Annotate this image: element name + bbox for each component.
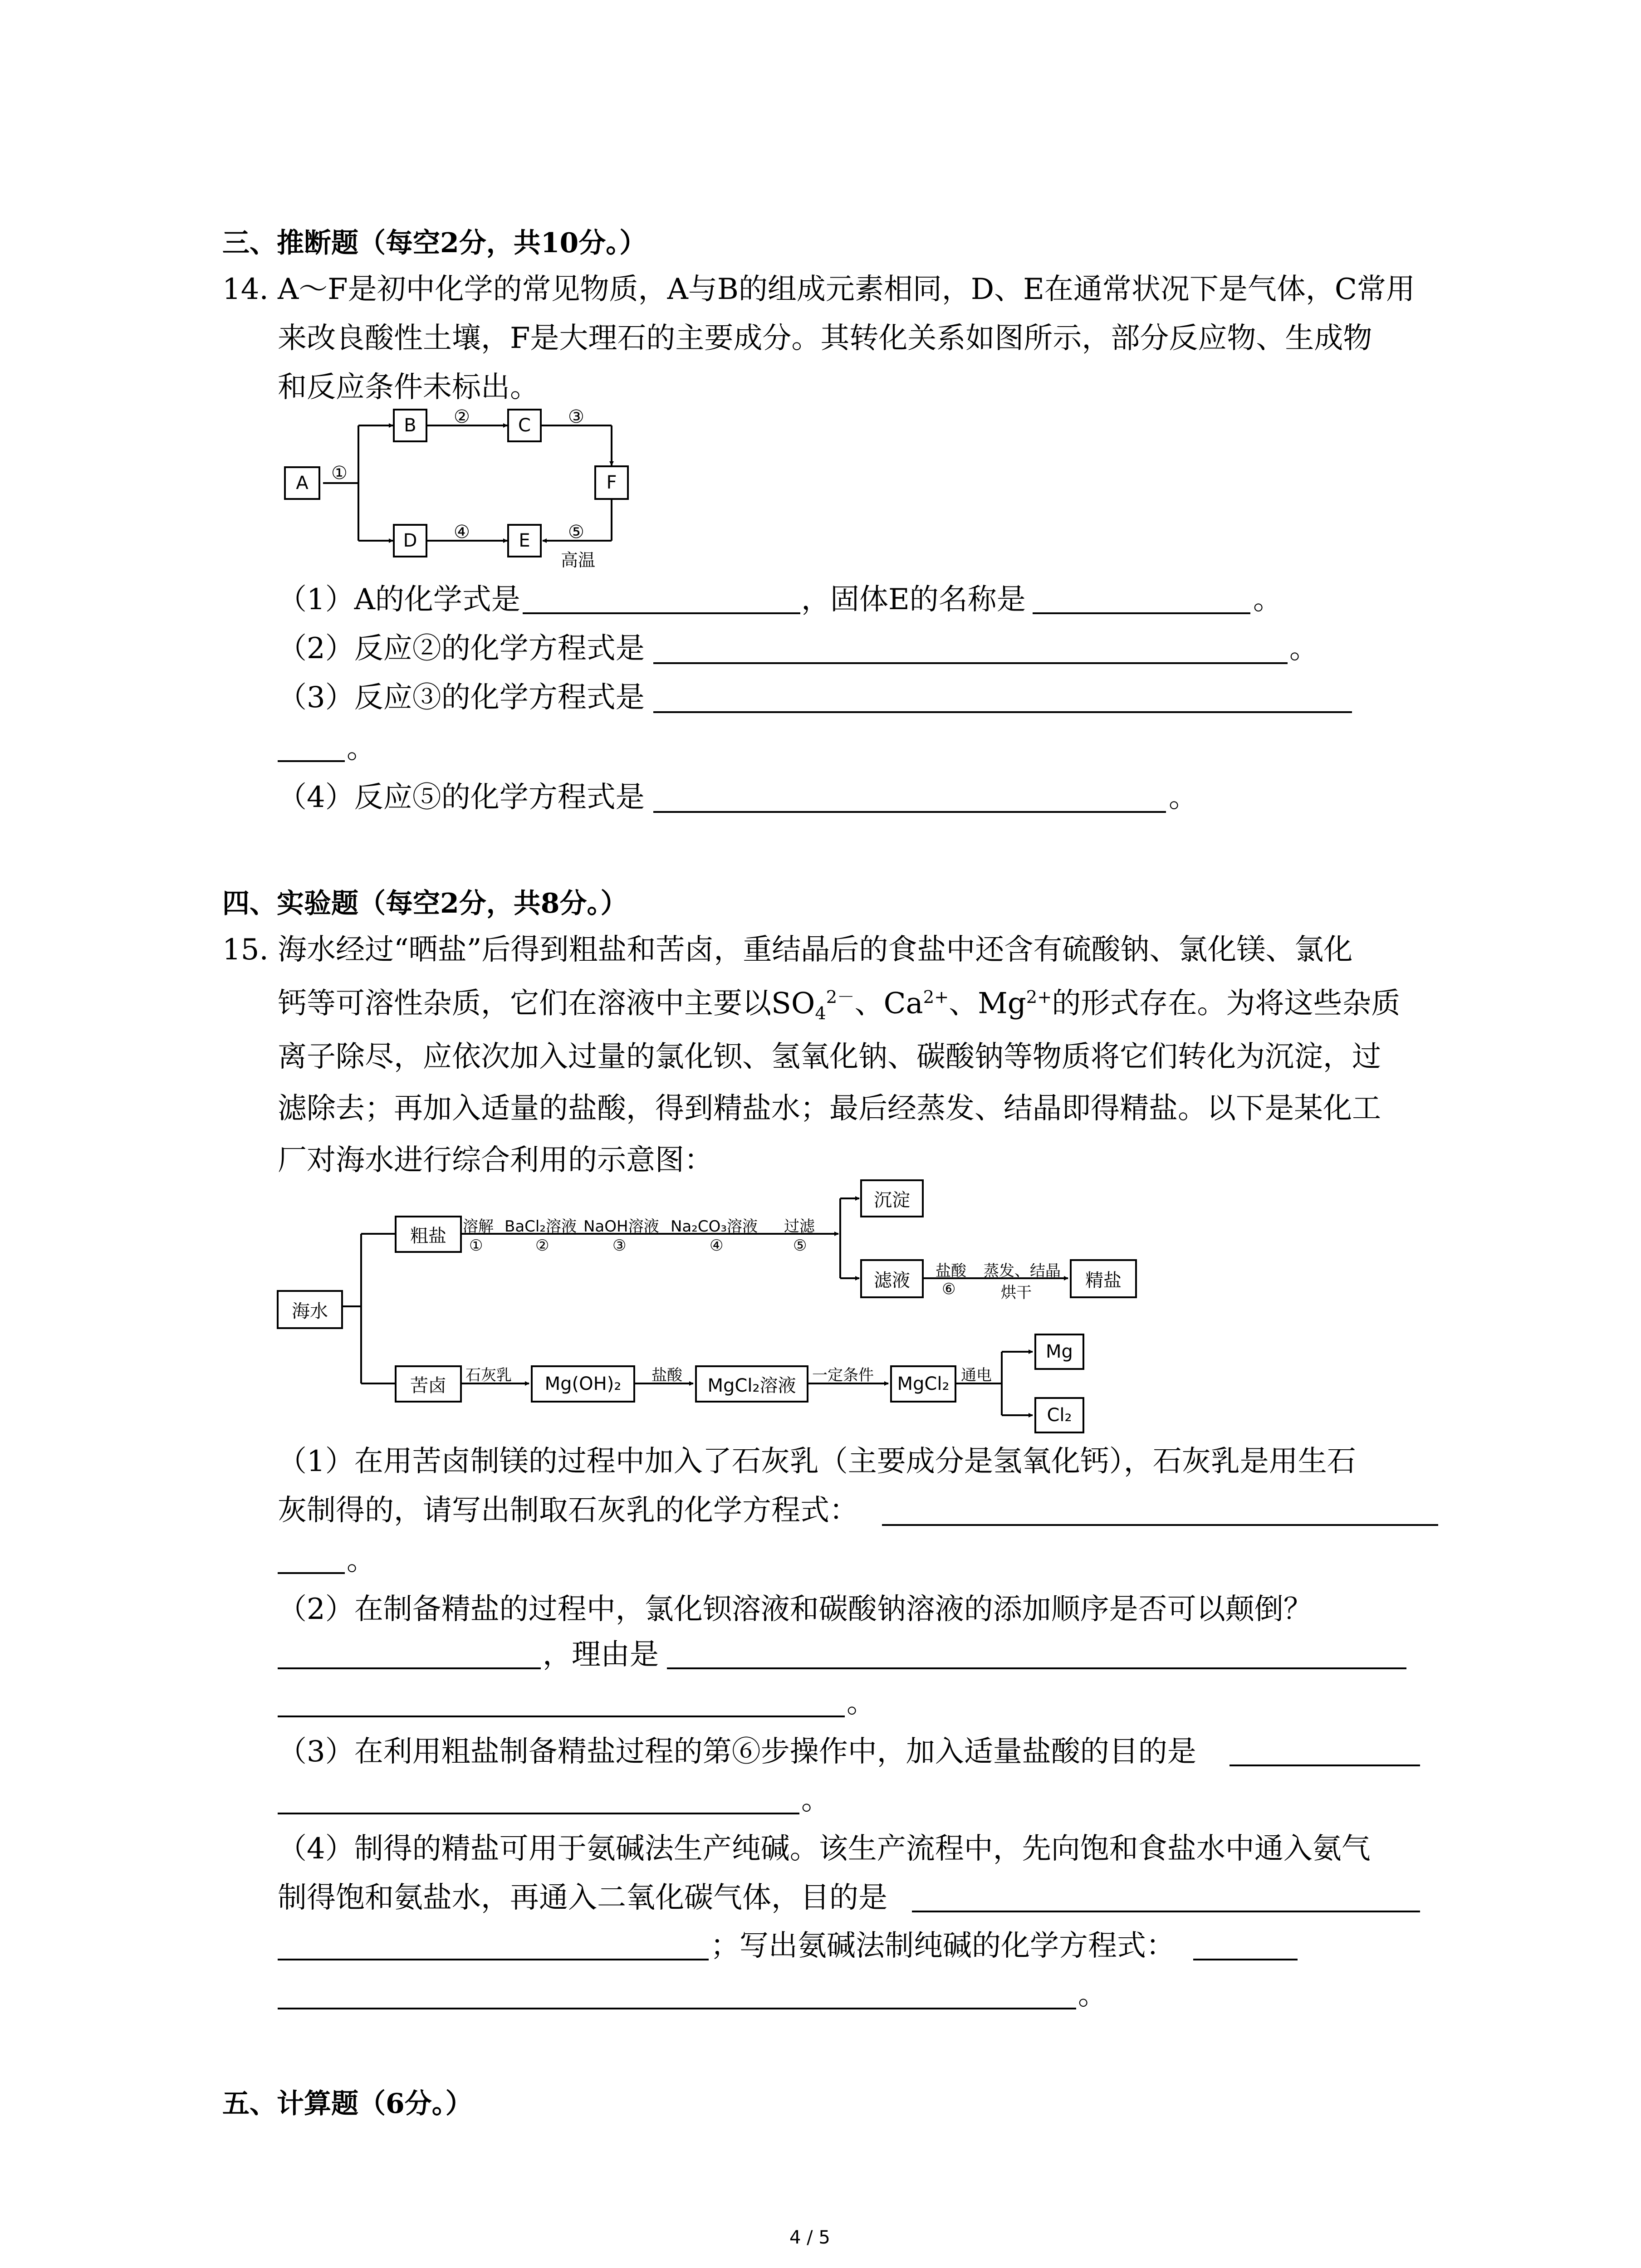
reaction-1-label: ① [331,463,348,484]
q15-part1-blank-a[interactable] [882,1524,1438,1526]
node-d: D [393,524,427,557]
q15-part1-end: 。 [347,1544,376,1577]
q15-part1-line-1: （1）在用苦卤制镁的过程中加入了石灰乳（主要成分是氢氧化钙），石灰乳是用生石 [278,1445,1356,1478]
flow-cl2: Cl₂ [1034,1397,1084,1433]
q14-part1-blank-a[interactable] [523,612,800,614]
flow-bittern: 苦卤 [395,1365,462,1403]
node-e: E [507,524,542,557]
q15-part1-blank-b[interactable] [278,1572,345,1574]
q15-part4-line-3: ；写出氨碱法制纯碱的化学方程式： [710,1929,1175,1963]
q15-part3-label: （3）在利用粗盐制备精盐过程的第⑥步操作中，加入适量盐酸的目的是 [278,1735,1196,1769]
flow-mg: Mg [1034,1334,1084,1370]
q14-part4-end: 。 [1169,781,1198,814]
q15-part3-blank-b[interactable] [278,1813,799,1814]
reaction-5-condition: 高温 [561,550,596,570]
q15-line-5: 厂对海水进行综合利用的示意图： [278,1144,713,1177]
q15-line-4: 滤除去；再加入适量的盐酸，得到精盐水；最后经蒸发、结晶即得精盐。以下是某化工 [278,1092,1381,1125]
q14-part4-blank[interactable] [653,811,1166,813]
flow-step6-num: ⑥ [942,1280,956,1298]
node-f: F [594,465,629,500]
node-c: C [507,409,542,442]
reaction-3-label: ③ [568,406,584,427]
flow-mg-oh2: Mg(OH)₂ [531,1365,635,1403]
flow-step6: 盐酸 [936,1262,966,1280]
flow-electrolysis: 通电 [961,1366,992,1384]
flow-step5-num: ⑤ [793,1237,807,1255]
reaction-2-label: ② [454,406,470,427]
section-3-title: 三、推断题（每空2分，共10分。） [222,227,647,259]
flow-step7: 蒸发、结晶 [984,1262,1061,1280]
flow-step1: 溶解 [463,1217,494,1236]
q15-number: 15. [222,933,269,967]
q15-line-1: 海水经过“晒盐”后得到粗盐和苦卤，重结晶后的食盐中还含有硫酸钠、氯化镁、氯化 [278,933,1353,967]
q15-part2-question: （2）在制备精盐的过程中，氯化钡溶液和碳酸钠溶液的添加顺序是否可以颠倒？ [278,1593,1313,1626]
flow-hcl: 盐酸 [652,1366,682,1384]
flow-step4-num: ④ [710,1237,724,1255]
q14-part3-blank-a[interactable] [653,711,1352,713]
q14-part3-end: 。 [347,732,376,765]
q14-line-1: A～F是初中化学的常见物质，A与B的组成元素相同，D、E在通常状况下是气体，C常用 [278,273,1415,306]
q15-part2-blank-b[interactable] [667,1667,1406,1669]
section-4-title: 四、实验题（每空2分，共8分。） [222,888,628,919]
flow-filtrate: 滤液 [860,1259,924,1298]
flow-step4: Na₂CO₃溶液 [671,1217,758,1236]
flow-step3-num: ③ [612,1237,627,1255]
flow-step1-num: ① [469,1237,483,1255]
q14-line-2: 来改良酸性土壤，F是大理石的主要成分。其转化关系如图所示，部分反应物、生成物 [278,322,1372,355]
q15-part4-blank-a[interactable] [912,1911,1420,1912]
q14-part1-mid: ，固体E的名称是 [801,583,1026,616]
q14-part1-label: （1）A的化学式是 [278,583,520,616]
flow-fine-salt: 精盐 [1070,1259,1137,1298]
reaction-5-label: ⑤ [568,522,584,543]
flow-precipitate: 沉淀 [860,1179,924,1217]
q14-number: 14. [222,273,269,306]
node-b: B [393,409,427,442]
flow-condition: 一定条件 [812,1366,874,1384]
flow-crude-salt: 粗盐 [395,1216,462,1253]
q15-part2-end: 。 [847,1686,876,1720]
q14-part4-label: （4）反应⑤的化学方程式是 [278,781,645,814]
q15-part2-blank-c[interactable] [278,1716,845,1717]
flow-step5: 过滤 [784,1217,815,1236]
node-a: A [284,466,320,500]
q15-part4-line-1: （4）制得的精盐可用于氨碱法生产纯碱。该生产流程中，先向饱和食盐水中通入氨气 [278,1832,1371,1866]
q14-line-3: 和反应条件未标出。 [278,371,539,404]
section-5-title: 五、计算题（6分。） [222,2088,473,2120]
q15-part4-blank-b[interactable] [278,1959,709,1960]
q14-part1-blank-b[interactable] [1033,612,1250,614]
page-number: 4 / 5 [789,2227,830,2248]
q14-part2-blank[interactable] [653,662,1288,664]
q15-part3-end: 。 [801,1783,830,1817]
flow-mgcl2: MgCl₂ [890,1365,956,1403]
q15-part1-line-2: 灰制得的，请写出制取石灰乳的化学方程式： [278,1494,858,1527]
q14-part2-label: （2）反应②的化学方程式是 [278,632,645,665]
reaction-4-label: ④ [454,522,470,543]
flow-step2-num: ② [535,1237,549,1255]
q14-part3-label: （3）反应③的化学方程式是 [278,681,645,714]
q14-part1-end: 。 [1253,583,1282,616]
q15-part4-blank-c[interactable] [1193,1959,1298,1960]
flow-seawater: 海水 [277,1290,343,1329]
flow-step7-dry: 烘干 [1001,1284,1032,1302]
q15-part4-line-2: 制得饱和氨盐水，再通入二氧化碳气体，目的是 [278,1881,887,1915]
q14-part2-end: 。 [1289,632,1318,665]
q15-part2-reason-label: ，理由是 [543,1638,659,1672]
q15-part3-blank-a[interactable] [1230,1765,1420,1766]
q15-part4-blank-d[interactable] [278,2008,1076,2009]
flow-step3: NaOH溶液 [583,1217,659,1236]
q15-part4-end: 。 [1078,1978,1107,2012]
flow-mgcl2-solution: MgCl₂溶液 [695,1365,808,1403]
q14-part3-blank-b[interactable] [278,760,345,762]
q15-line-3: 离子除尽，应依次加入过量的氯化钡、氢氧化钠、碳酸钠等物质将它们转化为沉淀，过 [278,1040,1381,1074]
q15-line-2: 钙等可溶性杂质，它们在溶液中主要以$SO_4^{2-}$、$Ca^{2+}$、$Mg^{2+}$的形式存在。为将这些杂质 [278,987,1401,1024]
flow-lime-milk: 石灰乳 [465,1366,512,1384]
q15-part2-blank-a[interactable] [278,1667,541,1669]
flow-step2: BaCl₂溶液 [505,1217,577,1236]
